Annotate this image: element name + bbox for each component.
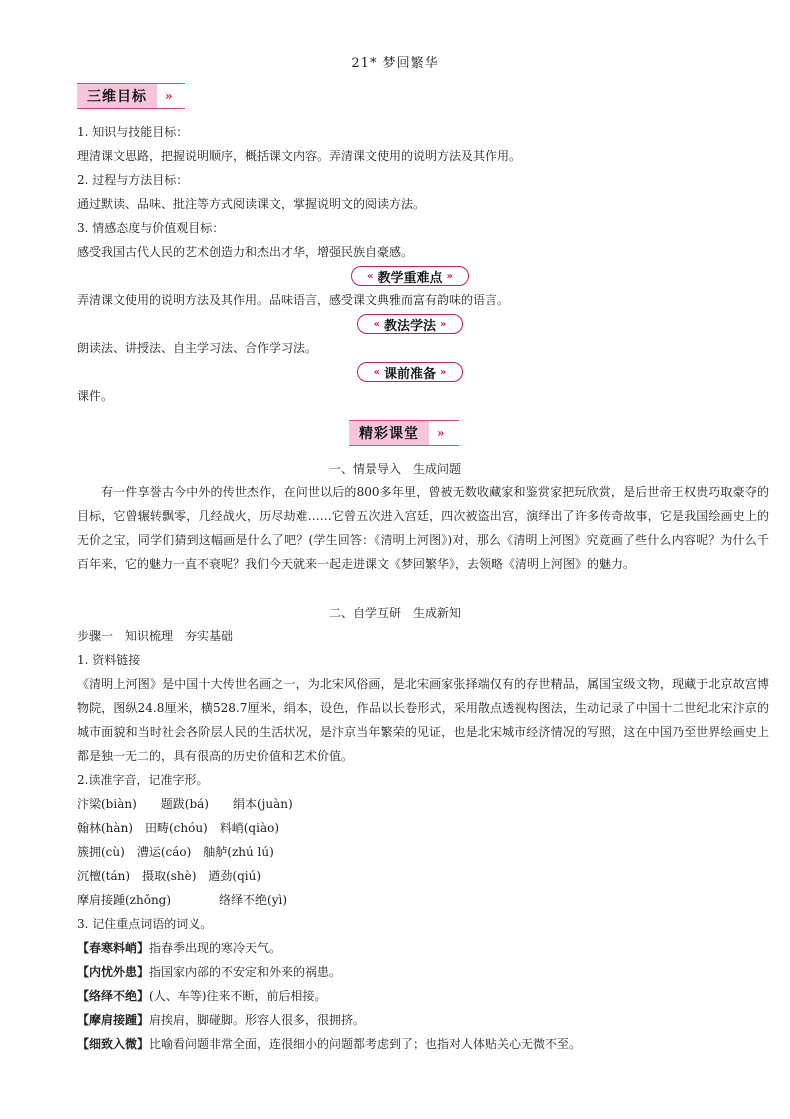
goal-3-title: 3. 情感态度与价值观目标： — [77, 221, 225, 235]
vocab-definition: 指春季出现的寒冷天气。 — [149, 941, 282, 955]
vocab-item — [77, 1012, 365, 1028]
pill-label: 教法学法 — [383, 318, 436, 334]
chevron-right-icon: » — [446, 270, 453, 282]
prep-text: 课件。 — [77, 389, 114, 403]
vocab-item — [77, 988, 326, 1004]
pronunciation-row: 沉檀(tán) 摄取(shè) 遒劲(qiú) — [77, 869, 262, 883]
part2-heading: 二、自学互研 生成新知 — [328, 606, 461, 620]
vocab-definition: (人、车等)往来不断，前后相接。 — [149, 989, 327, 1003]
chevron-left-icon: « — [367, 270, 374, 282]
section-label: 精彩课堂 — [349, 421, 429, 445]
pill-label: 课前准备 — [383, 366, 436, 382]
pill-label: 教学重难点 — [377, 270, 443, 286]
part1-heading: 一、情景导入 生成问题 — [328, 462, 461, 476]
section-header-goals — [77, 83, 185, 109]
lesson-title: 21* 梦回繁华 — [351, 56, 439, 71]
vocab-term: 【内忧外患】 — [77, 965, 150, 979]
section-header-classroom — [349, 420, 459, 446]
chevron-right-icon: » — [440, 366, 447, 378]
chevron-right-icon: » — [440, 318, 447, 330]
pronunciation-row: 摩肩接踵(zhǒng) 络绎不绝(yì) — [77, 893, 288, 907]
vocab-definition: 比喻看问题非常全面，连很细小的问题都考虑到了；也指对人体贴关心无微不至。 — [149, 1037, 582, 1051]
goal-2-title: 2. 过程与方法目标： — [77, 173, 189, 187]
pill-key-points — [351, 266, 469, 286]
section-label: 三维目标 — [77, 84, 157, 108]
key-points-text: 弄清课文使用的说明方法及其作用。品味语言，感受课文典雅而富有韵味的语言。 — [77, 293, 510, 307]
pronunciation-row: 汴梁(biàn) 题跋(bá) 绢本(juàn) — [77, 797, 293, 811]
part1-paragraph: 有一件享誉古今中外的传世杰作，在问世以后的800多年里，曾被无数收藏家和鉴赏家把玩欣赏，是后世帝王权贵巧取豪夺的目标，它曾辗转飘零，几经战火，历尽劫难……它曾五次进入宫廷，四次被盗出宫，演绎出了许多传奇故事，它是我国绘画史上的无价之宝，同学们猜到这幅画是什么了吧？(学生回答：《清明上河图》)对，那么《清明上河图》究竟画了些什么内容呢？为什么千百年来，它的魅力一直不衰呢？我们今天就来一起走进课文《梦回繁华》，去领略《清明上河图》的魅力。 — [77, 485, 769, 571]
vocab-item — [77, 1036, 581, 1052]
methods-text: 朗读法、讲授法、自主学习法、合作学习法。 — [77, 341, 318, 355]
goal-3-text: 感受我国古代人民的艺术创造力和杰出才华，增强民族自豪感。 — [77, 245, 414, 259]
vocab-item — [77, 940, 281, 956]
chevron-left-icon: « — [373, 318, 380, 330]
pill-prep — [357, 362, 463, 382]
pronunciation-row: 簇拥(cù) 漕运(cáo) 舳舻(zhú lú) — [77, 845, 274, 859]
double-arrow-icon: » — [437, 426, 445, 440]
vocab-definition: 指国家内部的不安定和外来的祸患。 — [149, 965, 342, 979]
pronunciation-row: 翰林(hàn) 田畴(chóu) 料峭(qiào) — [77, 821, 280, 835]
goal-1-title: 1. 知识与技能目标： — [77, 125, 189, 139]
double-arrow-icon: » — [165, 89, 173, 103]
pill-methods — [357, 314, 463, 334]
vocab-item — [77, 964, 341, 980]
vocab-term: 【细致入微】 — [77, 1037, 150, 1051]
vocab-definition: 肩挨肩，脚碰脚。形容人很多，很拥挤。 — [149, 1013, 366, 1027]
vocab-term: 【摩肩接踵】 — [77, 1013, 150, 1027]
chevron-left-icon: « — [373, 366, 380, 378]
vocab-title: 3. 记住重点词语的词义。 — [77, 917, 213, 931]
pronunciation-title: 2.读准字音，记准字形。 — [77, 773, 209, 787]
goal-2-text: 通过默读、品味、批注等方式阅读课文，掌握说明文的阅读方法。 — [77, 197, 426, 211]
goal-1-text: 理清课文思路，把握说明顺序，概括课文内容。弄清课文使用的说明方法及其作用。 — [77, 149, 522, 163]
vocab-term: 【春寒料峭】 — [77, 941, 150, 955]
resource-title: 1. 资料链接 — [77, 653, 141, 667]
vocab-term: 【络绎不绝】 — [77, 989, 150, 1003]
step1-heading: 步骤一 知识梳理 夯实基础 — [77, 629, 234, 643]
resource-paragraph: 《清明上河图》是中国十大传世名画之一，为北宋风俗画，是北宋画家张择端仅有的存世精品，属国宝级文物，现藏于北京故宫博物院，图纵24.8厘米，横528.7厘米，绢本，设色，作品以长卷形式，采用散点透视构图法，生动记录了中国十二世纪北宋汴京的城市面貌和当时社会各阶层人民的生活状况，是汴京当年繁荣的见证，也是北宋城市经济情况的写照，这在中国乃至世界绘画史上都是独一无二的，具有很高的历史价值和艺术价值。 — [77, 677, 769, 763]
